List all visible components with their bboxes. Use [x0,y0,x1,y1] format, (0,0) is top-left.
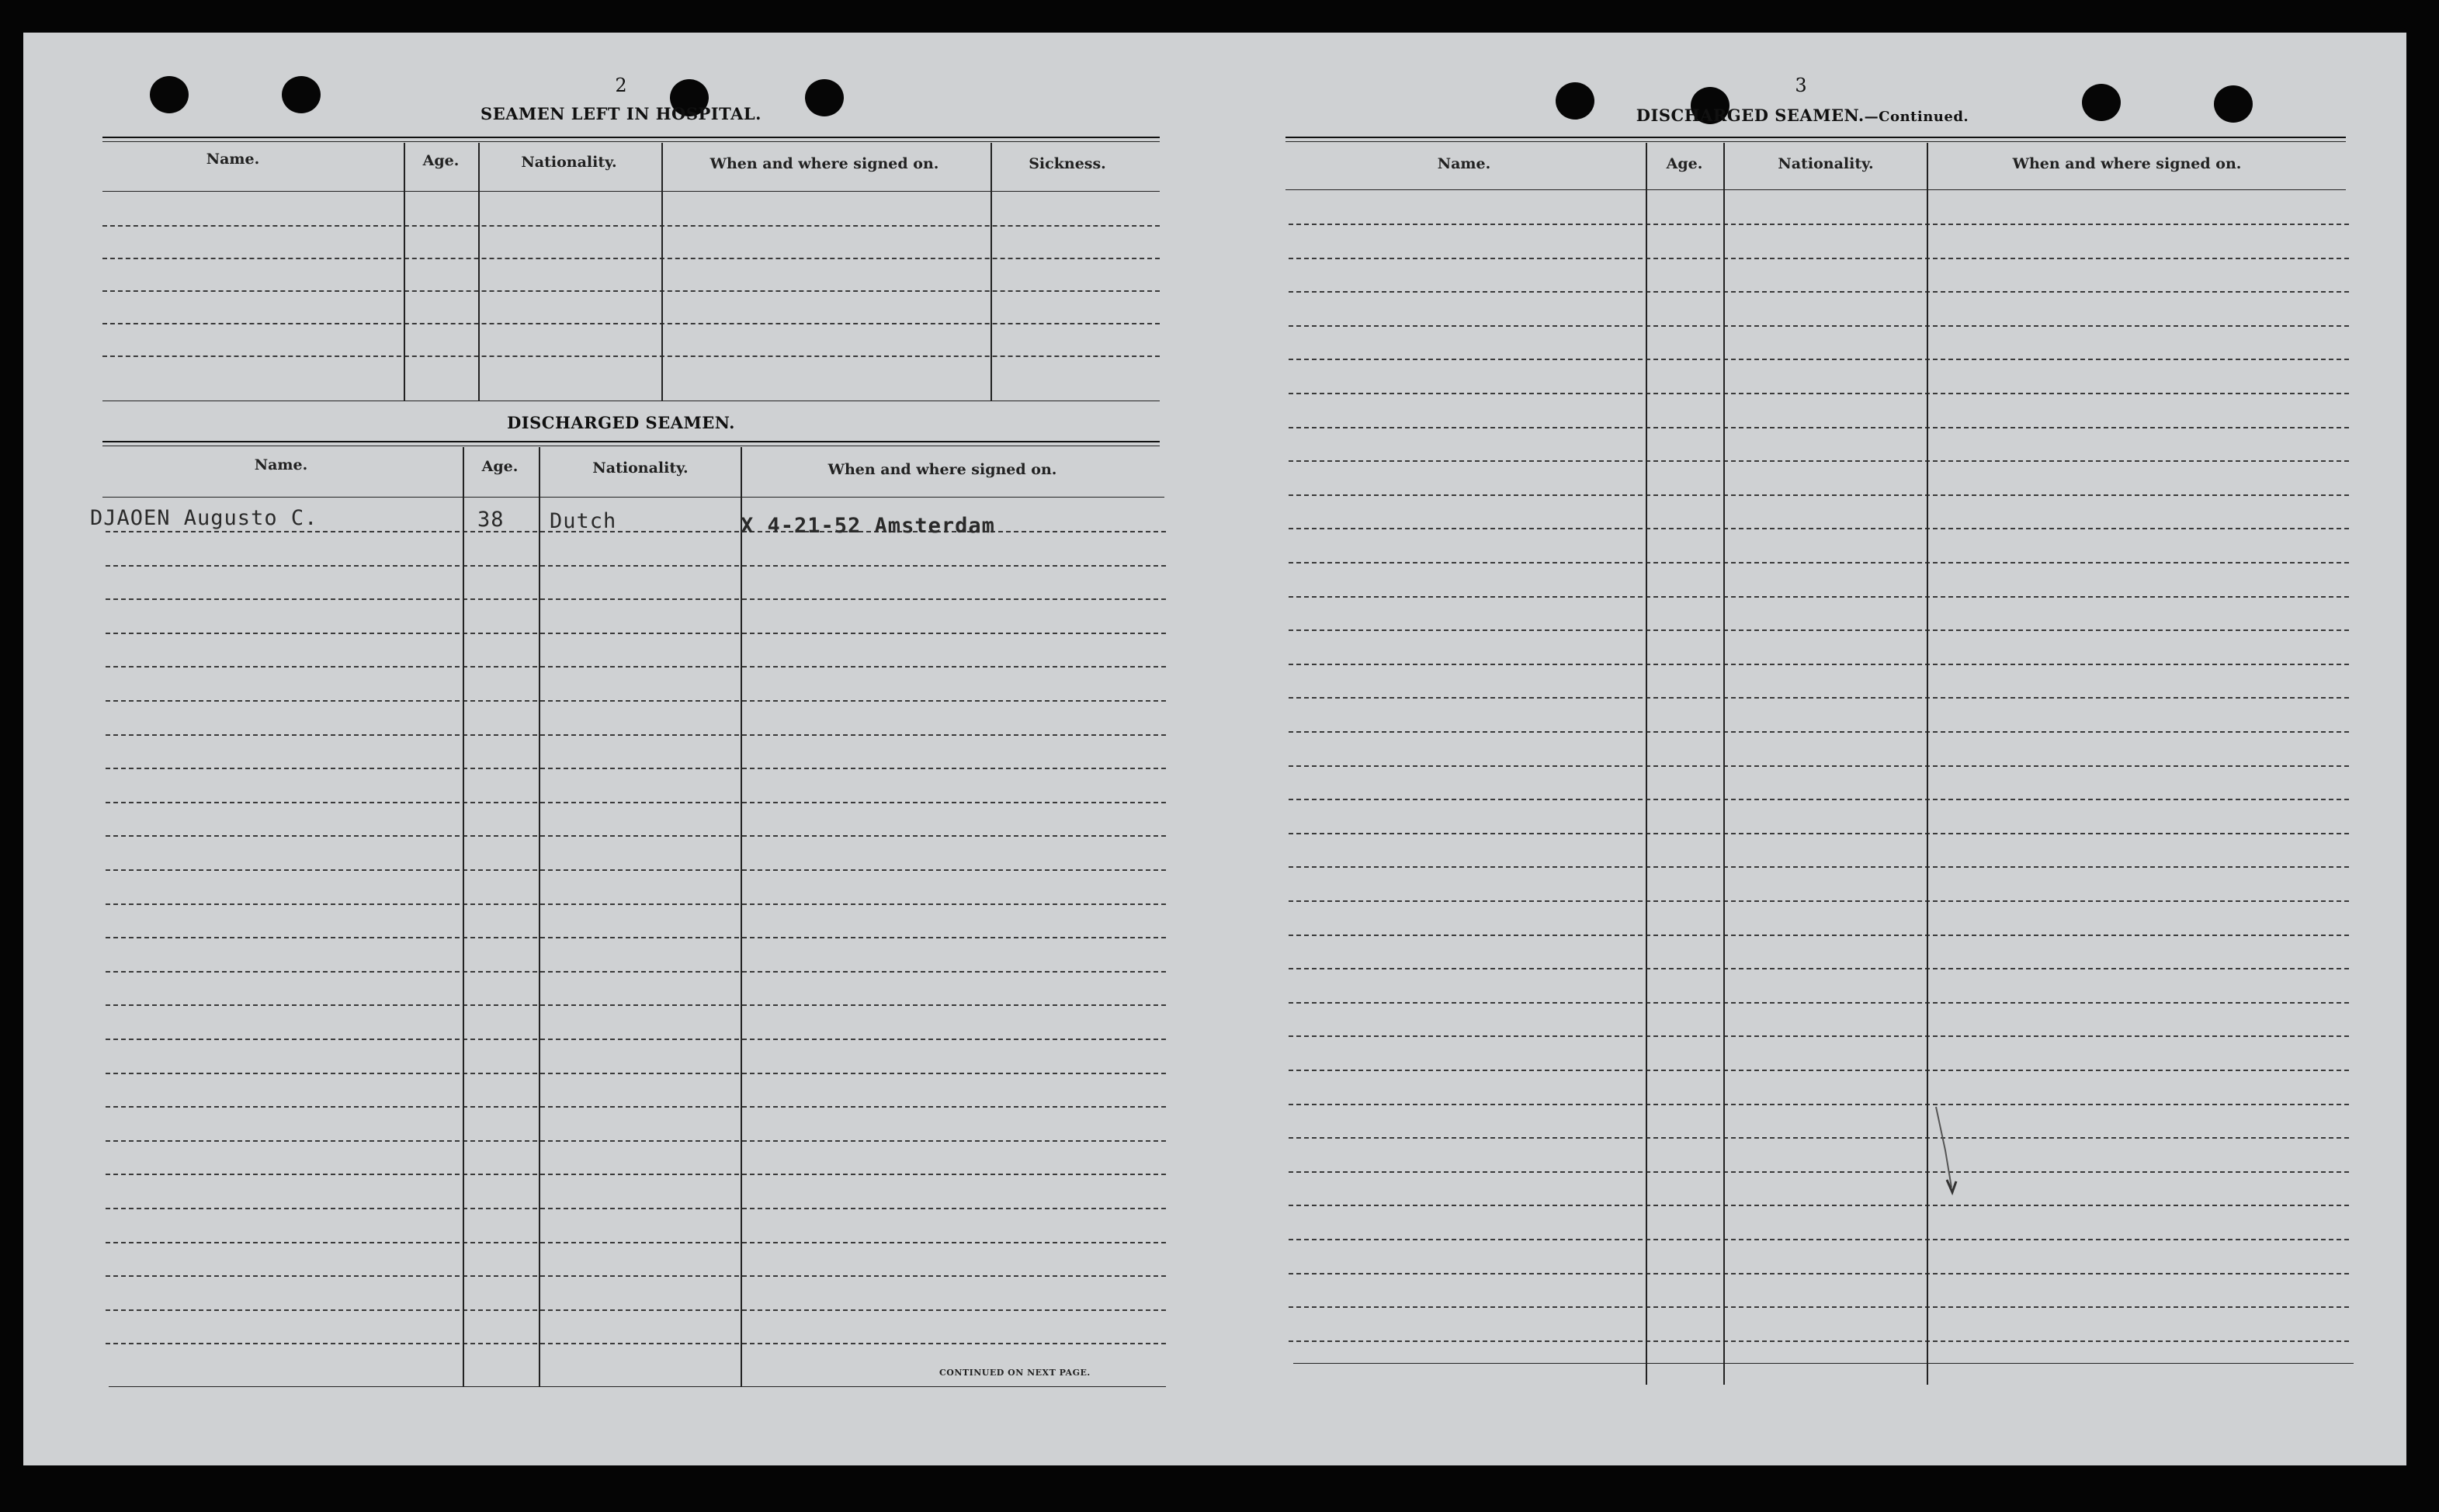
row-line [1289,1070,2349,1071]
right-bottom-rule [1293,1363,2354,1364]
row-line [106,598,1166,600]
page-number-left: 2 [615,75,627,96]
hospital-row-line [102,258,1160,259]
right-col-nationality: Nationality. [1778,155,1874,172]
row-line [106,1343,1166,1344]
row-line [106,869,1166,871]
hospital-header-rule [102,191,1160,192]
page-number-right: 3 [1795,75,1807,96]
hospital-col-divider [991,143,992,401]
row-line [1289,1306,2349,1308]
row-line [1289,1239,2349,1240]
row-line [1289,1171,2349,1173]
row-line [1289,731,2349,733]
right-col-name: Name. [1437,155,1491,172]
hospital-col-name: Name. [206,151,260,168]
row-line [106,1039,1166,1040]
discharged-col-divider [463,447,464,1386]
discharged-col-nationality: Nationality. [592,459,689,477]
discharged-col-age: Age. [481,458,519,475]
punch-hole [2082,84,2121,121]
document-sheet [23,33,2406,1465]
right-col-divider [1927,143,1928,1385]
row-line [1289,833,2349,834]
row-line [106,971,1166,973]
row-line [106,1004,1166,1006]
row-line [106,1309,1166,1311]
row-line [106,802,1166,803]
discharged-top-rule [102,441,1160,442]
row-line [106,835,1166,837]
row-line [1289,528,2349,529]
row-line [106,531,1166,532]
discharged-col-signed-on: When and where signed on. [827,461,1057,478]
hospital-row-line [102,355,1160,357]
row-line [1289,224,2349,225]
seaman-signed-on: X 4-21-52 Amsterdam [741,514,995,538]
right-top-rule [1285,137,2346,138]
row-line [1289,291,2349,293]
row-line [106,1106,1166,1108]
discharged-col-name: Name. [254,456,308,473]
hospital-row-line [102,290,1160,292]
row-line [1289,968,2349,969]
row-line [106,1275,1166,1277]
row-line [1289,359,2349,360]
row-line [106,1174,1166,1175]
row-line [1289,1137,2349,1139]
discharged-col-divider [539,447,540,1386]
hospital-top-rule-2 [102,141,1160,142]
hospital-col-age: Age. [422,152,460,169]
hospital-col-sickness: Sickness. [1029,155,1106,172]
row-line [106,633,1166,634]
row-line [1289,1035,2349,1037]
hospital-col-divider [404,143,405,401]
row-line [106,1073,1166,1074]
row-line [106,734,1166,736]
hospital-col-divider [478,143,480,401]
punch-hole [282,76,321,113]
punch-hole [150,76,189,113]
row-line [1289,258,2349,259]
row-line [1289,596,2349,598]
punch-hole [805,79,844,116]
pen-mark [1933,1104,1964,1205]
row-line [1289,393,2349,394]
row-line [1289,325,2349,327]
row-line [106,700,1166,702]
row-line [1289,1205,2349,1206]
right-col-divider [1646,143,1647,1385]
row-line [1289,1104,2349,1105]
row-line [1289,494,2349,496]
row-line [1289,629,2349,631]
row-line [1289,1002,2349,1004]
seaman-nationality: Dutch [550,509,617,533]
discharged-header-rule [102,497,1164,498]
row-line [106,768,1166,769]
punch-hole [1556,82,1594,120]
row-line [1289,900,2349,902]
row-line [106,903,1166,905]
discharged-continued-title [1636,106,1969,125]
row-line [1289,460,2349,462]
discharged-bottom-rule [109,1386,1166,1387]
row-line [1289,697,2349,699]
row-line [1289,765,2349,767]
continued-footer: CONTINUED ON NEXT PAGE. [939,1368,1091,1378]
right-top-rule-2 [1285,141,2346,142]
seaman-name: DJAOEN Augusto C. [90,506,318,530]
right-col-divider [1723,143,1725,1385]
row-line [1289,1273,2349,1274]
hospital-col-divider [661,143,663,401]
right-col-age: Age. [1666,155,1703,172]
row-line [106,1208,1166,1209]
row-line [106,1242,1166,1243]
row-line [1289,866,2349,868]
seaman-age: 38 [477,508,505,532]
row-line [1289,427,2349,428]
punch-hole [2214,85,2253,123]
row-line [106,937,1166,938]
hospital-section-title: SEAMEN LEFT IN HOSPITAL. [481,104,762,123]
row-line [1289,562,2349,564]
discharged-col-divider [741,447,742,1386]
discharged-continued-title-main: DISCHARGED SEAMEN. [1636,106,1865,125]
row-line [1289,935,2349,936]
hospital-col-signed-on: When and where signed on. [709,155,939,172]
row-line [106,1140,1166,1142]
discharged-section-title: DISCHARGED SEAMEN. [507,413,735,432]
row-line [1289,799,2349,800]
right-header-rule [1285,189,2346,190]
row-line [106,666,1166,668]
row-line [106,565,1166,567]
right-col-signed-on: When and where signed on. [2012,155,2242,172]
row-line [1289,664,2349,665]
discharged-continued-title-cont: —Continued. [1864,109,1969,125]
hospital-col-nationality: Nationality. [521,154,617,171]
hospital-top-rule [102,137,1160,138]
hospital-row-line [102,225,1160,227]
hospital-row-line [102,323,1160,324]
row-line [1289,1340,2349,1342]
